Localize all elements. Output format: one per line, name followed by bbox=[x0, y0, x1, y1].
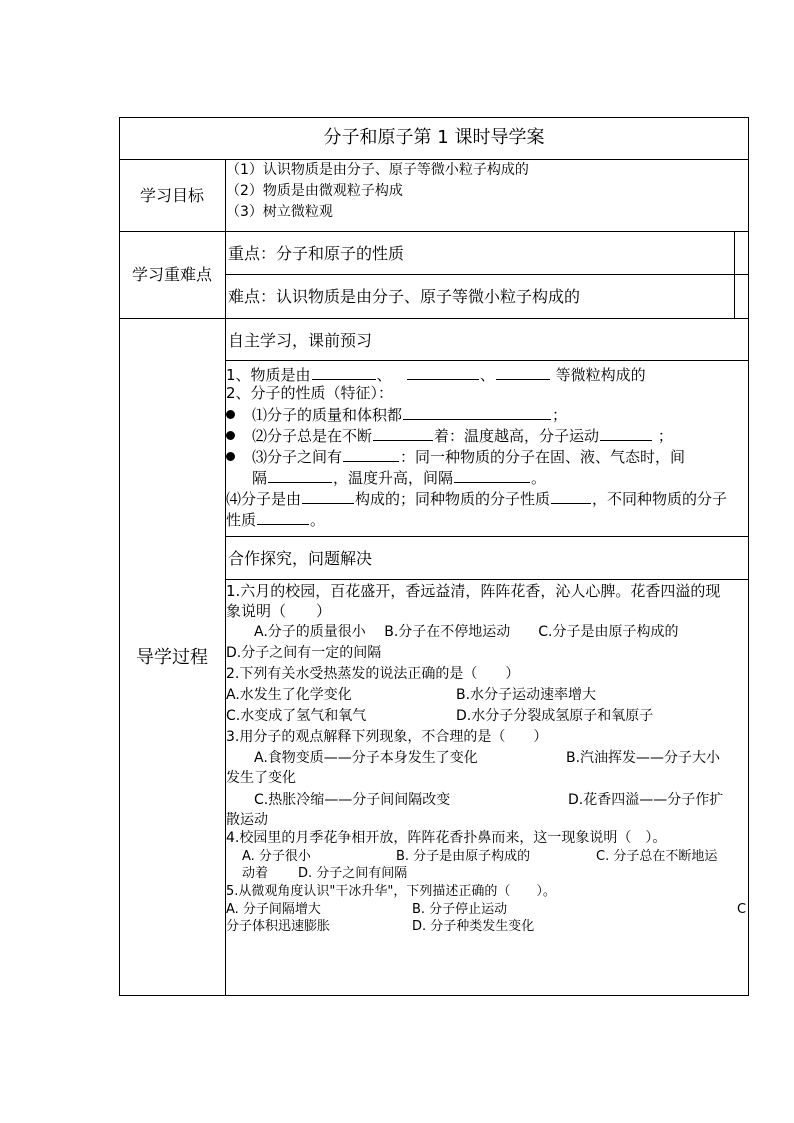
answer-blank[interactable] bbox=[407, 366, 479, 380]
option-b: B. 分子是由原子构成的 bbox=[396, 849, 531, 864]
objective-item: （3）树立微粒观 bbox=[226, 204, 333, 220]
answer-blank[interactable] bbox=[403, 406, 551, 420]
question-text: 4.校园里的月季花争相开放，阵阵花香扑鼻而来，这一现象说明（ ）。 bbox=[226, 830, 667, 846]
option-d: D. 分子种类发生变化 bbox=[412, 919, 535, 934]
option-d: D.水分子分裂成氢原子和氧原子 bbox=[456, 708, 654, 724]
answer-blank[interactable] bbox=[454, 469, 530, 483]
rule-section1-heading-bottom bbox=[225, 360, 749, 361]
rule-section1-bottom bbox=[225, 536, 749, 537]
option-d: D.花香四溢——分子作扩 bbox=[568, 792, 724, 808]
option-c: C.水变成了氢气和氧气 bbox=[226, 708, 367, 724]
option-line: A.分子的质量很小 B.分子在不停地运动 C.分子是由原子构成的 bbox=[254, 624, 679, 640]
option-a: A. 分子很小 bbox=[242, 849, 311, 864]
process-label: 导学过程 bbox=[136, 647, 208, 668]
answer-blank[interactable] bbox=[551, 490, 591, 504]
answer-blank[interactable] bbox=[373, 427, 433, 441]
option-c: 分子体积迅速膨胀 bbox=[226, 919, 331, 934]
option-c: C.热胀冷缩——分子间间隔改变 bbox=[254, 792, 451, 808]
page-title: 分子和原子第 1 课时导学案 bbox=[323, 127, 545, 148]
property-3: ⑶分子之间有 ：同一种物质的分子在固、液、气态时，间 bbox=[252, 448, 686, 466]
option-c: C. 分子总在不断地运 bbox=[596, 849, 718, 864]
answer-blank[interactable] bbox=[312, 366, 376, 380]
answer-blank[interactable] bbox=[268, 469, 332, 483]
question-2: 2、分子的性质（特征）： bbox=[226, 384, 394, 402]
question-1-text: 1、物质是由 bbox=[226, 366, 311, 384]
option-continued: 散运动 bbox=[226, 812, 268, 828]
rule-section2-heading-bottom bbox=[225, 579, 749, 580]
objective-item: （1）认识物质是由分子、原子等微小粒子构成的 bbox=[226, 162, 529, 178]
question-1: 1、物质是由 、 、 等微粒构成的 bbox=[226, 366, 646, 384]
difficult-point: 难点：认识物质是由分子、原子等微小粒子构成的 bbox=[228, 287, 581, 306]
option-continued: 动着 bbox=[242, 866, 269, 881]
option-a: A.食物变质——分子本身发生了变化 bbox=[254, 750, 478, 766]
rule-label-column bbox=[225, 159, 226, 996]
option-c-marker: C bbox=[737, 902, 747, 917]
bullet-icon bbox=[226, 410, 235, 419]
objective-item: （2）物质是由微观粒子构成 bbox=[226, 183, 403, 199]
key-point: 重点：分子和原子的性质 bbox=[228, 244, 405, 263]
property-4-continued: 性质 。 bbox=[226, 511, 326, 529]
property-4: ⑷分子是由 构成的；同种物质的分子性质 ，不同种物质的分子 bbox=[226, 490, 728, 508]
option-b: B.汽油挥发——分子大小 bbox=[566, 750, 721, 766]
answer-blank[interactable] bbox=[600, 427, 652, 441]
keypoints-label: 学习重难点 bbox=[131, 265, 212, 284]
answer-blank[interactable] bbox=[496, 366, 550, 380]
section1-heading: 自主学习，课前预习 bbox=[228, 331, 373, 350]
rule-keypoints-side bbox=[734, 231, 735, 318]
option-line: D.分子之间有一定的间隔 bbox=[226, 645, 382, 661]
question-text: 象说明（ ） bbox=[226, 602, 332, 620]
answer-blank[interactable] bbox=[302, 490, 354, 504]
section2-heading: 合作探究，问题解决 bbox=[228, 549, 373, 568]
rule-title-bottom bbox=[119, 159, 749, 160]
option-a: A.水发生了化学变化 bbox=[226, 687, 352, 703]
bullet-icon bbox=[226, 452, 235, 461]
property-1: ⑴分子的质量和体积都 ； bbox=[252, 406, 568, 424]
answer-blank[interactable] bbox=[343, 448, 399, 462]
answer-blank[interactable] bbox=[257, 511, 309, 525]
property-3-continued: 隔 ，温度升高，间隔 。 bbox=[252, 469, 547, 487]
question-text: 1.六月的校园，百花盛开，香远益清，阵阵花香，沁人心脾。花香四溢的现 bbox=[226, 582, 721, 600]
objectives-label: 学习目标 bbox=[139, 186, 204, 205]
lesson-plan-table bbox=[119, 117, 749, 996]
question-text: 5.从微观角度认识"干冰升华"，下列描述正确的（ ）。 bbox=[226, 884, 556, 899]
rule-keypoints-bottom bbox=[119, 318, 749, 319]
option-b: B.水分子运动速率增大 bbox=[456, 687, 597, 703]
option-d: D. 分子之间有间隔 bbox=[298, 866, 408, 881]
option-b: B. 分子停止运动 bbox=[412, 902, 508, 917]
question-text: 3.用分子的观点解释下列现象，不合理的是（ ） bbox=[226, 729, 548, 745]
option-continued: 发生了变化 bbox=[226, 770, 296, 786]
option-a: A. 分子间隔增大 bbox=[226, 902, 321, 917]
question-text: 2.下列有关水受热蒸发的说法正确的是（ ） bbox=[226, 666, 520, 682]
bullet-icon bbox=[226, 431, 235, 440]
rule-objectives-bottom bbox=[119, 231, 749, 232]
rule-keypoint-bottom bbox=[225, 274, 749, 275]
property-2: ⑵分子总是在不断 着：温度越高，分子运动 ； bbox=[252, 427, 673, 445]
